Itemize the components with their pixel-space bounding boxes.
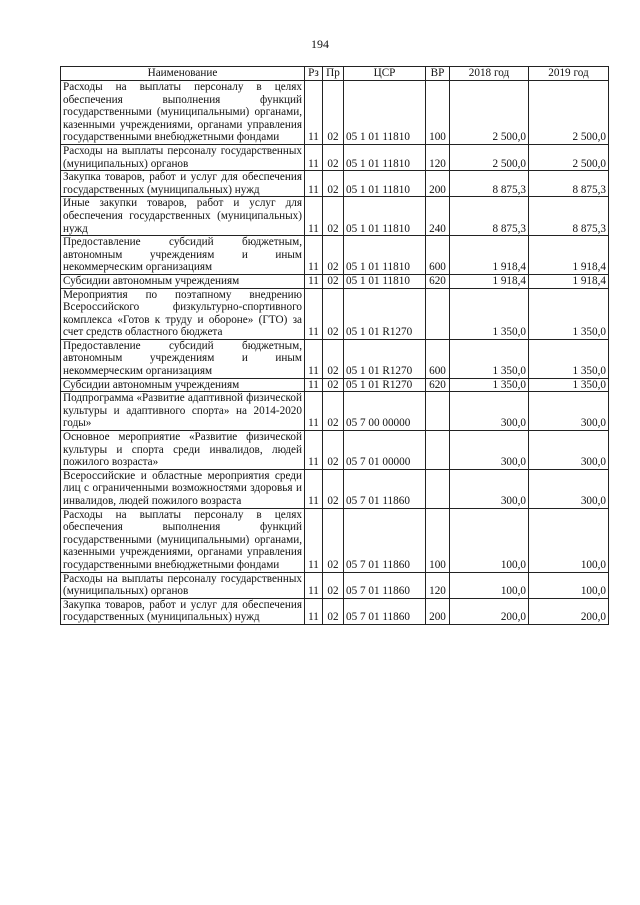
- cell-name: Мероприятия по поэтапному внедрению Всероссийского физкультурно-спортивного комплекса «Готов к труду и обороне» (ГТО) за счет средств областного бюджета: [61, 288, 305, 339]
- table-row: [61, 288, 609, 339]
- cell-pr: 02: [323, 144, 344, 170]
- table-row: [61, 508, 609, 572]
- cell-vr: 620: [426, 378, 450, 392]
- cell-2019: 2 500,0: [529, 81, 609, 145]
- cell-2019: 100,0: [529, 508, 609, 572]
- cell-pr: 02: [323, 274, 344, 288]
- cell-2018: 1 918,4: [450, 236, 529, 275]
- cell-vr: 600: [426, 339, 450, 378]
- table-row: [61, 197, 609, 236]
- cell-name: Предоставление субсидий бюджетным, автономным учреждениям и иным некоммерческим организациям: [61, 236, 305, 275]
- cell-2019: 8 875,3: [529, 197, 609, 236]
- cell-2018: 300,0: [450, 431, 529, 470]
- cell-csr: 05 7 01 11860: [344, 508, 426, 572]
- cell-csr: 05 7 01 11860: [344, 572, 426, 598]
- cell-rz: 11: [305, 469, 323, 508]
- cell-2019: 300,0: [529, 431, 609, 470]
- cell-name: Закупка товаров, работ и услуг для обеспечения государственных (муниципальных) нужд: [61, 171, 305, 197]
- cell-pr: 02: [323, 197, 344, 236]
- cell-2018: 1 350,0: [450, 288, 529, 339]
- col-header-rz: Рз: [305, 67, 323, 81]
- table-body: [61, 81, 609, 625]
- cell-2019: 100,0: [529, 572, 609, 598]
- cell-csr: 05 7 00 00000: [344, 392, 426, 431]
- table-row: [61, 144, 609, 170]
- cell-csr: 05 7 01 11860: [344, 469, 426, 508]
- cell-name: Подпрограмма «Развитие адаптивной физической культуры и адаптивного спорта» на 2014-2020 годы»: [61, 392, 305, 431]
- budget-table: [60, 66, 609, 625]
- cell-2018: 8 875,3: [450, 197, 529, 236]
- cell-name: Расходы на выплаты персоналу в целях обеспечения выполнения функций государственными (муниципальными) органами, казенными учреждениями, органами управления государственными внебюджетными фондами: [61, 81, 305, 145]
- cell-pr: 02: [323, 81, 344, 145]
- table-row: [61, 392, 609, 431]
- cell-vr: 120: [426, 572, 450, 598]
- col-header-2018: 2018 год: [450, 67, 529, 81]
- cell-2018: 300,0: [450, 469, 529, 508]
- cell-rz: 11: [305, 236, 323, 275]
- cell-2019: 8 875,3: [529, 171, 609, 197]
- cell-csr: 05 1 01 11810: [344, 236, 426, 275]
- page-number: 194: [311, 37, 329, 51]
- col-header-pr: Пр: [323, 67, 344, 81]
- cell-pr: 02: [323, 171, 344, 197]
- table-row: [61, 378, 609, 392]
- cell-2019: 300,0: [529, 392, 609, 431]
- cell-2019: 1 918,4: [529, 236, 609, 275]
- cell-vr: [426, 392, 450, 431]
- cell-pr: 02: [323, 572, 344, 598]
- cell-rz: 11: [305, 431, 323, 470]
- cell-name: Всероссийские и областные мероприятия среди лиц с ограниченными возможностями здоровья и инвалидов, людей пожилого возраста: [61, 469, 305, 508]
- cell-rz: 11: [305, 508, 323, 572]
- cell-csr: 05 1 01 11810: [344, 144, 426, 170]
- cell-rz: 11: [305, 197, 323, 236]
- cell-2018: 200,0: [450, 598, 529, 624]
- cell-pr: 02: [323, 469, 344, 508]
- cell-2018: 2 500,0: [450, 81, 529, 145]
- cell-pr: 02: [323, 339, 344, 378]
- cell-2019: 1 350,0: [529, 378, 609, 392]
- cell-rz: 11: [305, 378, 323, 392]
- cell-name: Иные закупки товаров, работ и услуг для обеспечения государственных (муниципальных) нужд: [61, 197, 305, 236]
- cell-2019: 2 500,0: [529, 144, 609, 170]
- cell-rz: 11: [305, 598, 323, 624]
- cell-csr: 05 1 01 R1270: [344, 288, 426, 339]
- cell-name: Субсидии автономным учреждениям: [61, 274, 305, 288]
- cell-rz: 11: [305, 274, 323, 288]
- cell-vr: 600: [426, 236, 450, 275]
- table-row: [61, 572, 609, 598]
- cell-csr: 05 1 01 R1270: [344, 339, 426, 378]
- cell-csr: 05 1 01 R1270: [344, 378, 426, 392]
- col-header-name: Наименование: [61, 67, 305, 81]
- cell-2018: 2 500,0: [450, 144, 529, 170]
- cell-pr: 02: [323, 392, 344, 431]
- cell-rz: 11: [305, 392, 323, 431]
- cell-2019: 1 350,0: [529, 339, 609, 378]
- cell-rz: 11: [305, 81, 323, 145]
- cell-2018: 1 350,0: [450, 339, 529, 378]
- cell-csr: 05 1 01 11810: [344, 81, 426, 145]
- cell-name: Расходы на выплаты персоналу государственных (муниципальных) органов: [61, 572, 305, 598]
- cell-name: Субсидии автономным учреждениям: [61, 378, 305, 392]
- cell-rz: 11: [305, 144, 323, 170]
- cell-rz: 11: [305, 288, 323, 339]
- table-row: [61, 469, 609, 508]
- cell-pr: 02: [323, 378, 344, 392]
- cell-2018: 100,0: [450, 508, 529, 572]
- cell-rz: 11: [305, 339, 323, 378]
- table-row: [61, 171, 609, 197]
- cell-2018: 8 875,3: [450, 171, 529, 197]
- table-row: [61, 274, 609, 288]
- cell-csr: 05 1 01 11810: [344, 171, 426, 197]
- cell-vr: 100: [426, 508, 450, 572]
- table-row: [61, 598, 609, 624]
- table-row: [61, 81, 609, 145]
- table-row: [61, 236, 609, 275]
- cell-2018: 100,0: [450, 572, 529, 598]
- cell-2019: 1 918,4: [529, 274, 609, 288]
- cell-csr: 05 7 01 11860: [344, 598, 426, 624]
- cell-vr: [426, 288, 450, 339]
- cell-vr: 120: [426, 144, 450, 170]
- cell-rz: 11: [305, 171, 323, 197]
- cell-2018: 1 918,4: [450, 274, 529, 288]
- cell-pr: 02: [323, 288, 344, 339]
- cell-2019: 1 350,0: [529, 288, 609, 339]
- cell-csr: 05 1 01 11810: [344, 274, 426, 288]
- cell-name: Основное мероприятие «Развитие физической культуры и спорта среди инвалидов, людей пожилого возраста»: [61, 431, 305, 470]
- cell-2018: 1 350,0: [450, 378, 529, 392]
- cell-pr: 02: [323, 598, 344, 624]
- cell-vr: 200: [426, 171, 450, 197]
- cell-csr: 05 7 01 00000: [344, 431, 426, 470]
- cell-pr: 02: [323, 431, 344, 470]
- table-row: [61, 339, 609, 378]
- cell-rz: 11: [305, 572, 323, 598]
- table-header-row: [61, 67, 609, 81]
- cell-vr: [426, 469, 450, 508]
- cell-vr: 240: [426, 197, 450, 236]
- cell-name: Расходы на выплаты персоналу государственных (муниципальных) органов: [61, 144, 305, 170]
- cell-name: Расходы на выплаты персоналу в целях обеспечения выполнения функций государственными (муниципальными) органами, казенными учреждениями, органами управления государственными внебюджетными фондами: [61, 508, 305, 572]
- table-row: [61, 431, 609, 470]
- cell-2018: 300,0: [450, 392, 529, 431]
- cell-pr: 02: [323, 236, 344, 275]
- cell-vr: 200: [426, 598, 450, 624]
- cell-vr: 620: [426, 274, 450, 288]
- cell-2019: 200,0: [529, 598, 609, 624]
- cell-pr: 02: [323, 508, 344, 572]
- cell-vr: 100: [426, 81, 450, 145]
- cell-2019: 300,0: [529, 469, 609, 508]
- col-header-2019: 2019 год: [529, 67, 609, 81]
- col-header-vr: ВР: [426, 67, 450, 81]
- cell-csr: 05 1 01 11810: [344, 197, 426, 236]
- cell-name: Закупка товаров, работ и услуг для обеспечения государственных (муниципальных) нужд: [61, 598, 305, 624]
- col-header-csr: ЦСР: [344, 67, 426, 81]
- cell-name: Предоставление субсидий бюджетным, автономным учреждениям и иным некоммерческим организациям: [61, 339, 305, 378]
- cell-vr: [426, 431, 450, 470]
